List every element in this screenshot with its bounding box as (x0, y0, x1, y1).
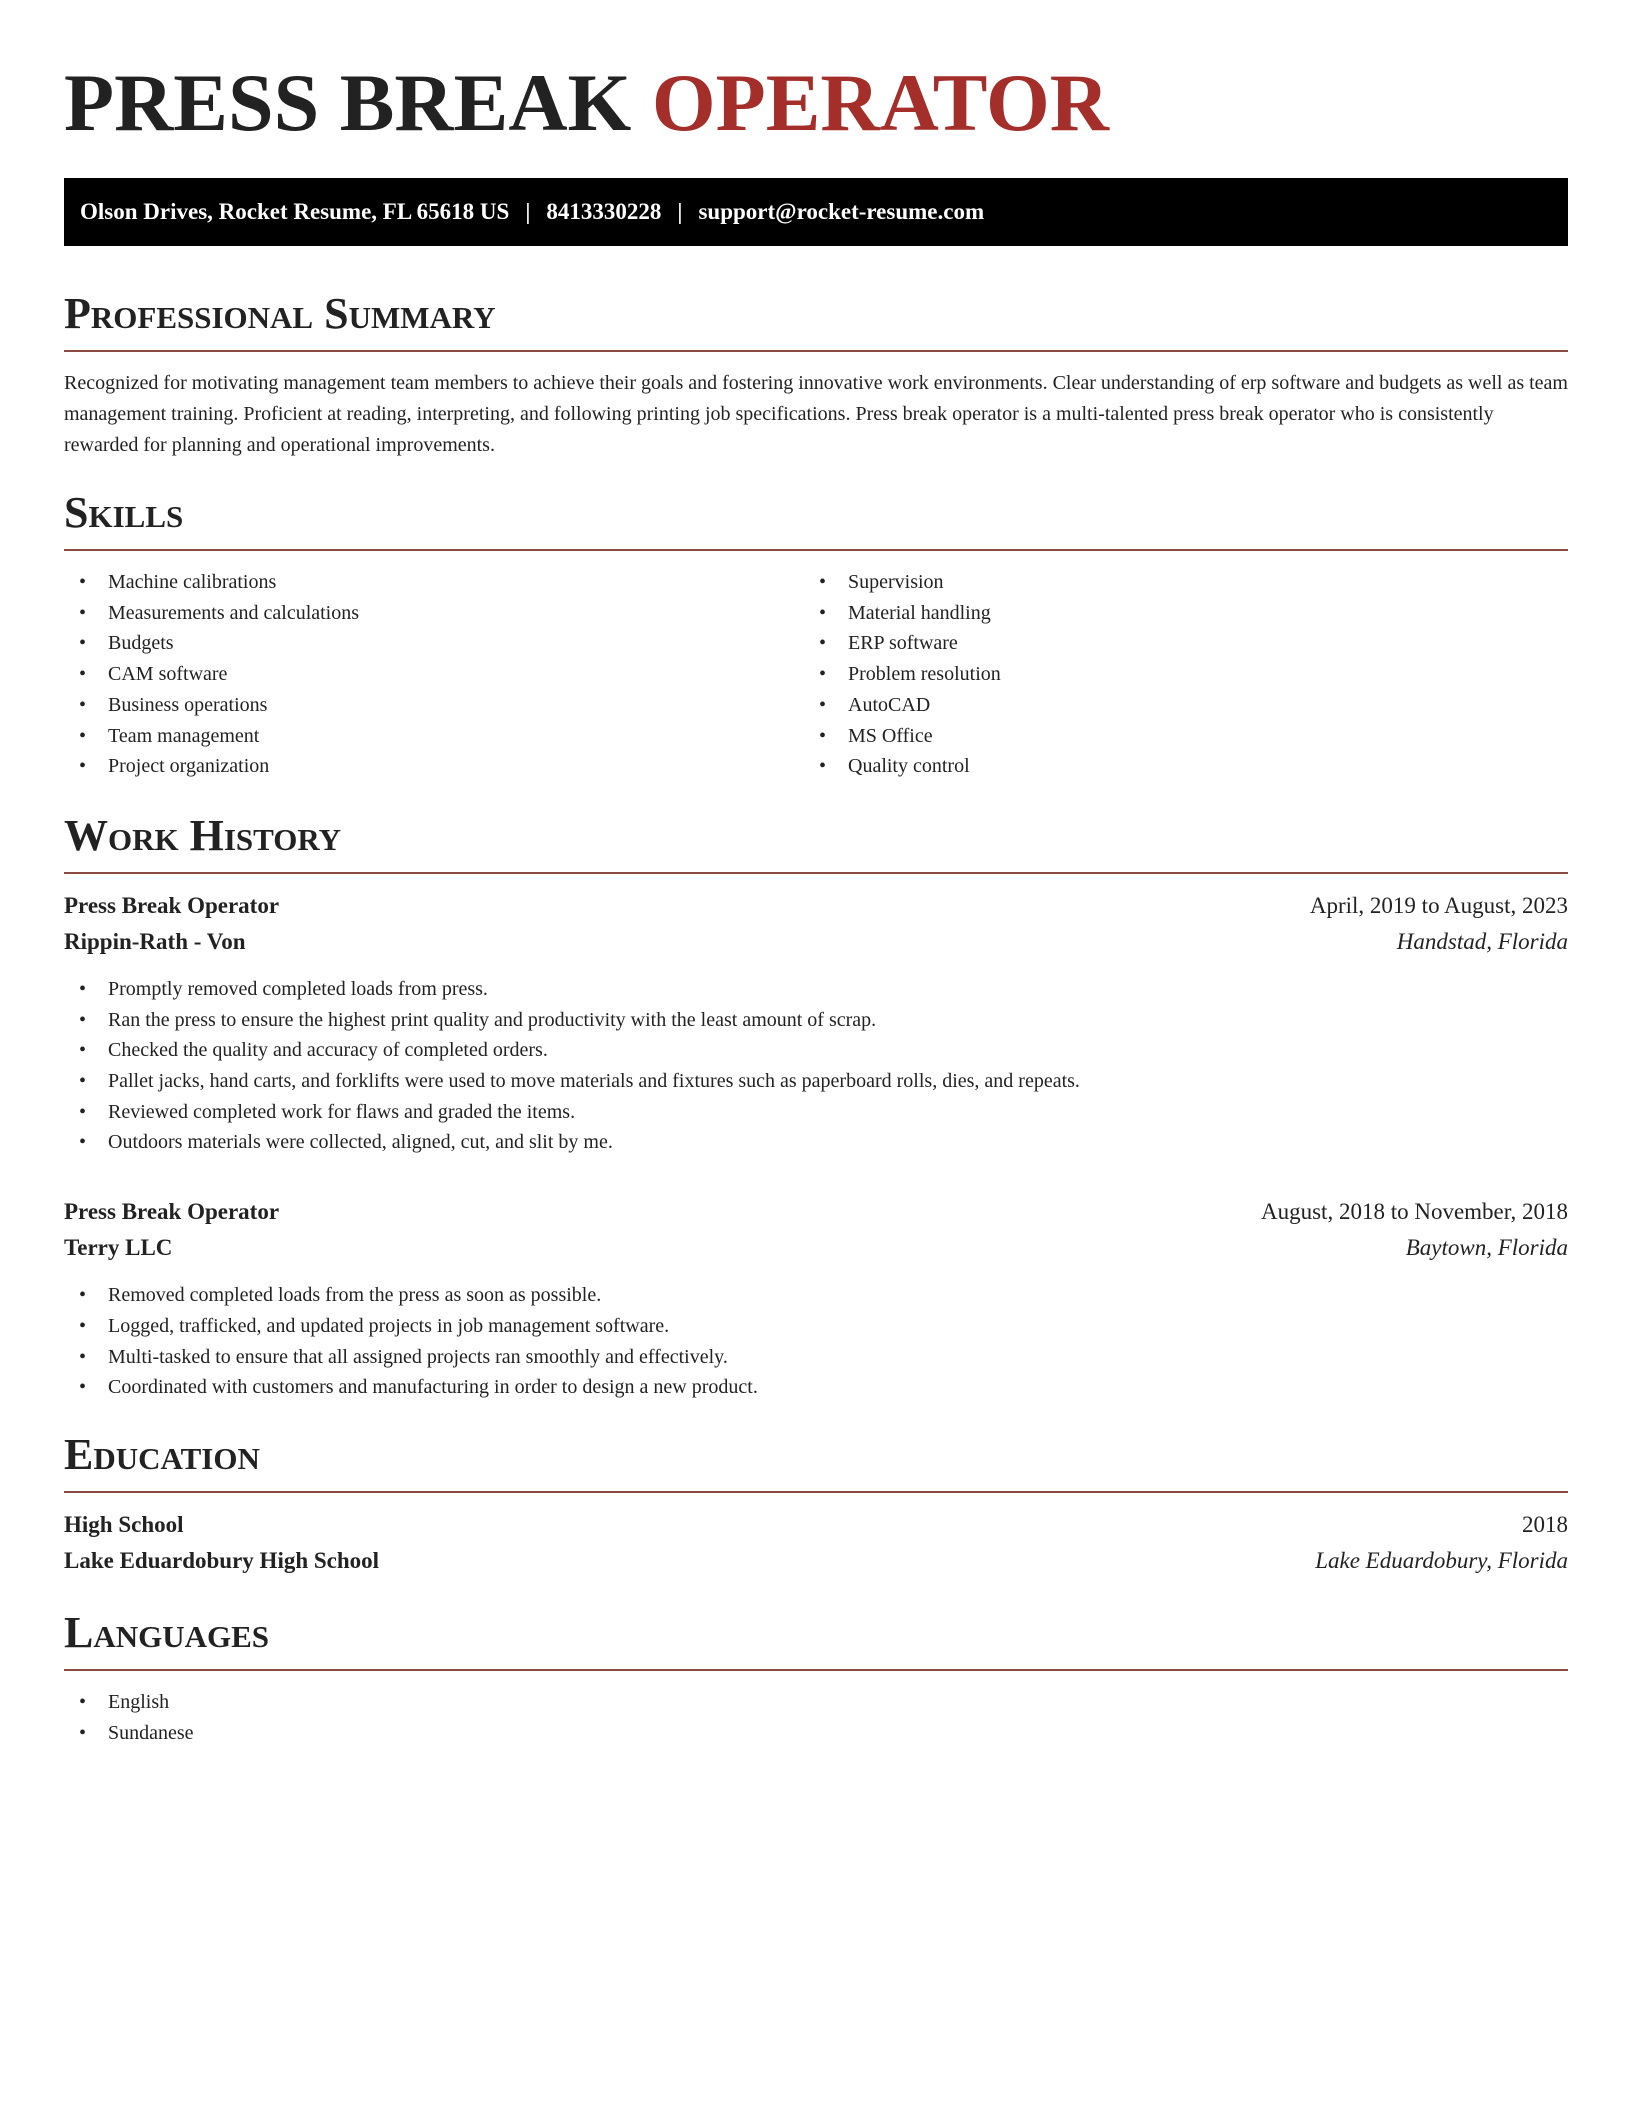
skill-item: • Supervision (804, 567, 1544, 598)
job-location: Handstad, Florida (1396, 928, 1568, 954)
skill-item: • AutoCAD (804, 690, 1544, 721)
job-duty: • Logged, trafficked, and updated projects in job management software. (64, 1311, 1568, 1342)
skills-grid (64, 567, 1568, 782)
section-title-summary: Professional Summary (64, 289, 496, 338)
section-title-education: Education (64, 1429, 260, 1479)
contact-phone: 8413330228 (546, 199, 662, 224)
section-divider (64, 350, 1568, 352)
section-divider (64, 549, 1568, 551)
skill-item: • ERP software (804, 628, 1544, 659)
section-title-languages: Languages (64, 1607, 270, 1657)
contact-address: Olson Drives, Rocket Resume, FL 65618 US (80, 199, 510, 224)
education-location: Lake Eduardobury, Florida (1315, 1547, 1568, 1573)
skills-list-right (804, 567, 1544, 782)
job-dates: April, 2019 to August, 2023 (1309, 892, 1568, 918)
summary-section (64, 288, 1568, 461)
education-degree: High School (64, 1511, 184, 1537)
skill-item: • Machine calibrations (64, 567, 804, 598)
job-duty: • Ran the press to ensure the highest print quality and productivity with the least amount of scrap. (64, 1005, 1568, 1036)
name-part-1: PRESS BREAK (64, 57, 632, 148)
language-item: • Sundanese (64, 1718, 1568, 1749)
job-duty: • Coordinated with customers and manufacturing in order to design a new product. (64, 1372, 1568, 1403)
skill-item: • Material handling (804, 598, 1544, 629)
skills-section (64, 487, 1568, 782)
education-school: Lake Eduardobury High School (64, 1547, 380, 1573)
job-duty: • Multi-tasked to ensure that all assigned projects ran smoothly and effectively. (64, 1342, 1568, 1373)
job-entry (64, 888, 1568, 1158)
section-title-skills: Skills (64, 488, 184, 537)
job-duty: • Reviewed completed work for flaws and graded the items. (64, 1097, 1568, 1128)
job-duties (64, 974, 1568, 1158)
education-year: 2018 (1522, 1511, 1568, 1537)
job-location: Baytown, Florida (1405, 1235, 1568, 1261)
section-divider (64, 1491, 1568, 1493)
skill-item: • Problem resolution (804, 659, 1544, 690)
job-dates: August, 2018 to November, 2018 (1261, 1199, 1568, 1225)
skill-item: • Measurements and calculations (64, 598, 804, 629)
job-duties (64, 1280, 1568, 1403)
section-title-work-history: Work History (64, 810, 342, 860)
contact-email: support@rocket-resume.com (698, 199, 985, 224)
candidate-name (64, 56, 1568, 150)
language-item: • English (64, 1687, 1568, 1718)
education-degree-row (64, 1507, 1568, 1543)
summary-text: Recognized for motivating management team members to achieve their goals and fostering innovative work environments. Clear understanding of erp software and budgets as well as team management training. Proficient at reading, interpreting, and following printing job specifications. Press break operator is a multi-talented press break operator who is consistently rewarded for planning and operational improvements. (64, 372, 1568, 456)
job-duty: • Removed completed loads from the press as soon as possible. (64, 1280, 1568, 1311)
skill-item: • Business operations (64, 690, 804, 721)
job-duty: • Outdoors materials were collected, aligned, cut, and slit by me. (64, 1127, 1568, 1158)
job-duty: • Checked the quality and accuracy of completed orders. (64, 1035, 1568, 1066)
section-divider (64, 872, 1568, 874)
education-entry (64, 1507, 1568, 1579)
skill-item: • Team management (64, 721, 804, 752)
skills-list-left (64, 567, 804, 782)
contact-separator: | (525, 199, 531, 224)
education-school-row (64, 1543, 1568, 1579)
job-company-row (64, 924, 1568, 960)
languages-section (64, 1607, 1568, 1748)
job-title-row (64, 888, 1568, 924)
job-duty: • Pallet jacks, hand carts, and forklifts were used to move materials and fixtures such as paperboard rolls, dies, and repeats. (64, 1066, 1568, 1097)
job-company-row (64, 1230, 1568, 1266)
education-section (64, 1429, 1568, 1579)
job-company: Terry LLC (64, 1235, 173, 1261)
section-divider (64, 1669, 1568, 1671)
job-duty: • Promptly removed completed loads from press. (64, 974, 1568, 1005)
skill-item: • CAM software (64, 659, 804, 690)
work-history-section (64, 810, 1568, 1403)
skill-item: • Project organization (64, 751, 804, 782)
skill-item: • Budgets (64, 628, 804, 659)
contact-separator: | (677, 199, 683, 224)
job-entry (64, 1194, 1568, 1403)
name-part-2: OPERATOR (651, 57, 1109, 148)
contact-bar (64, 178, 1568, 246)
job-position: Press Break Operator (64, 1199, 280, 1225)
job-title-row (64, 1194, 1568, 1230)
languages-list (64, 1687, 1568, 1748)
job-position: Press Break Operator (64, 892, 280, 918)
skill-item: • Quality control (804, 751, 1544, 782)
job-company: Rippin-Rath - Von (64, 928, 246, 954)
skill-item: • MS Office (804, 721, 1544, 752)
